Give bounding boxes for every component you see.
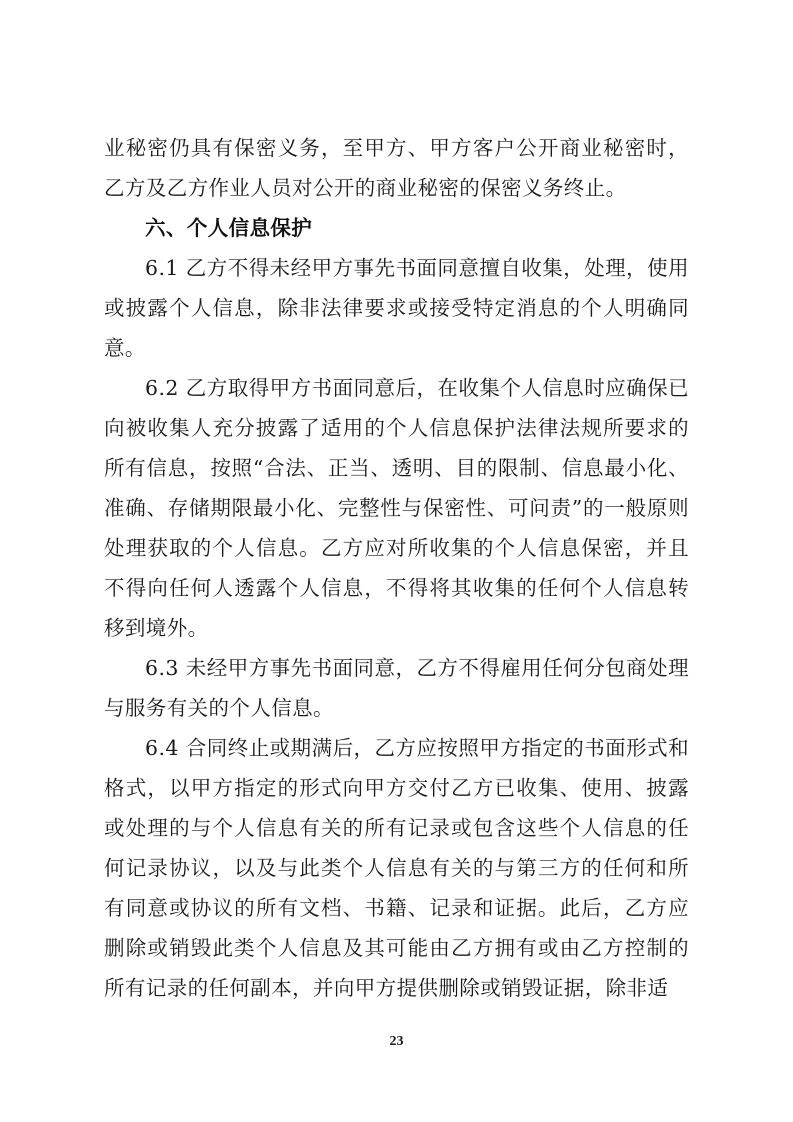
section-heading-personal-information-protection: 六、个人信息保护 xyxy=(145,216,313,240)
paragraph-6-3: 6.3 未经甲方事先书面同意，乙方不得雇用任何分包商处理与服务有关的个人信息。 xyxy=(104,656,689,720)
page-number: 23 xyxy=(389,1034,404,1049)
paragraph-6-2: 6.2 乙方取得甲方书面同意后，在收集个人信息时应确保已向被收集人充分披露了适用的个人信息保护法律法规所要求的所有信息，按照“合法、正当、透明、目的限制、信息最小化、准确、存储期限最小化、完整性与保密性、可问责”的一般原则处理获取的个人信息。乙方应对所收集的个人信息保密，并且不得向任何人透露个人信息，不得将其收集的任何个人信息转移到境外。 xyxy=(104,376,689,640)
document-body xyxy=(104,128,689,1008)
paragraph-continued: 业秘密仍具有保密义务，至甲方、甲方客户公开商业秘密时，乙方及乙方作业人员对公开的商业秘密的保密义务终止。 xyxy=(104,136,689,200)
paragraph-6-1: 6.1 乙方不得未经甲方事先书面同意擅自收集，处理，使用或披露个人信息，除非法律要求或接受特定消息的个人明确同意。 xyxy=(104,256,689,360)
paragraph-6-4: 6.4 合同终止或期满后，乙方应按照甲方指定的书面形式和格式，以甲方指定的形式向甲方交付乙方已收集、使用、披露或处理的与个人信息有关的所有记录或包含这些个人信息的任何记录协议，以及与此类个人信息有关的与第三方的任何和所有同意或协议的所有文档、书籍、记录和证据。此后，乙方应删除或销毁此类个人信息及其可能由乙方拥有或由乙方控制的所有记录的任何副本，并向甲方提供删除或销毁证据，除非适 xyxy=(104,736,689,1000)
